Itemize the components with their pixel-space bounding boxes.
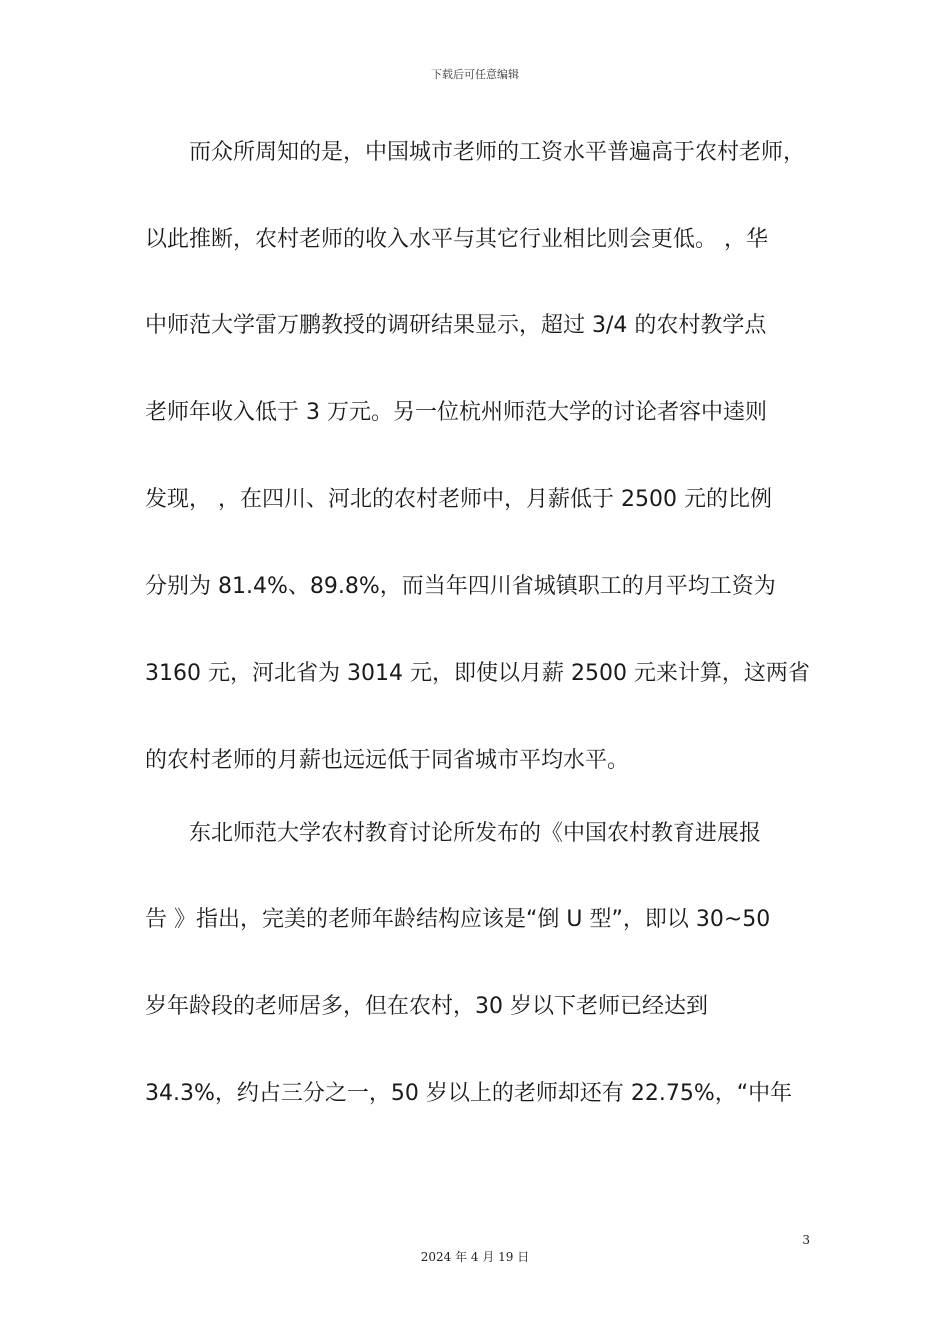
body-line-5: 发现， ，在四川、河北的农村老师中，月薪低于 2500 元的比例: [145, 487, 772, 512]
body-line-3: 中师范大学雷万鹏教授的调研结果显示，超过 3/4 的农村教学点: [145, 313, 767, 338]
body-line-2: 以此推断，农村老师的收入水平与其它行业相比则会更低。 ，华: [145, 227, 768, 252]
page-number: 3: [802, 1233, 810, 1247]
body-line-4: 老师年收入低于 3 万元。另一位杭州师范大学的讨论者容中逵则: [145, 400, 767, 425]
body-line-1: 而众所周知的是，中国城市老师的工资水平普遍高于农村老师，: [145, 140, 806, 165]
body-line-10: 告 》指出，完美的老师年龄结构应该是“倒 U 型”，即以 30~50: [145, 907, 771, 932]
page-header: 下载后可任意编辑: [431, 68, 519, 81]
body-line-7: 3160 元，河北省为 3014 元，即使以月薪 2500 元来计算，这两省: [145, 661, 810, 686]
body-line-9: 东北师范大学农村教育讨论所发布的《中国农村教育进展报: [145, 821, 762, 846]
body-line-11: 岁年龄段的老师居多，但在农村，30 岁以下老师已经达到: [145, 994, 708, 1019]
body-line-6: 分别为 81.4%、89.8%，而当年四川省城镇职工的月平均工资为: [145, 574, 776, 599]
footer-date: 2024 年 4 月 19 日: [420, 1250, 530, 1264]
body-line-8: 的农村老师的月薪也远远低于同省城市平均水平。: [145, 748, 630, 773]
body-line-12: 34.3%，约占三分之一，50 岁以上的老师却还有 22.75%，“中年: [145, 1081, 793, 1106]
